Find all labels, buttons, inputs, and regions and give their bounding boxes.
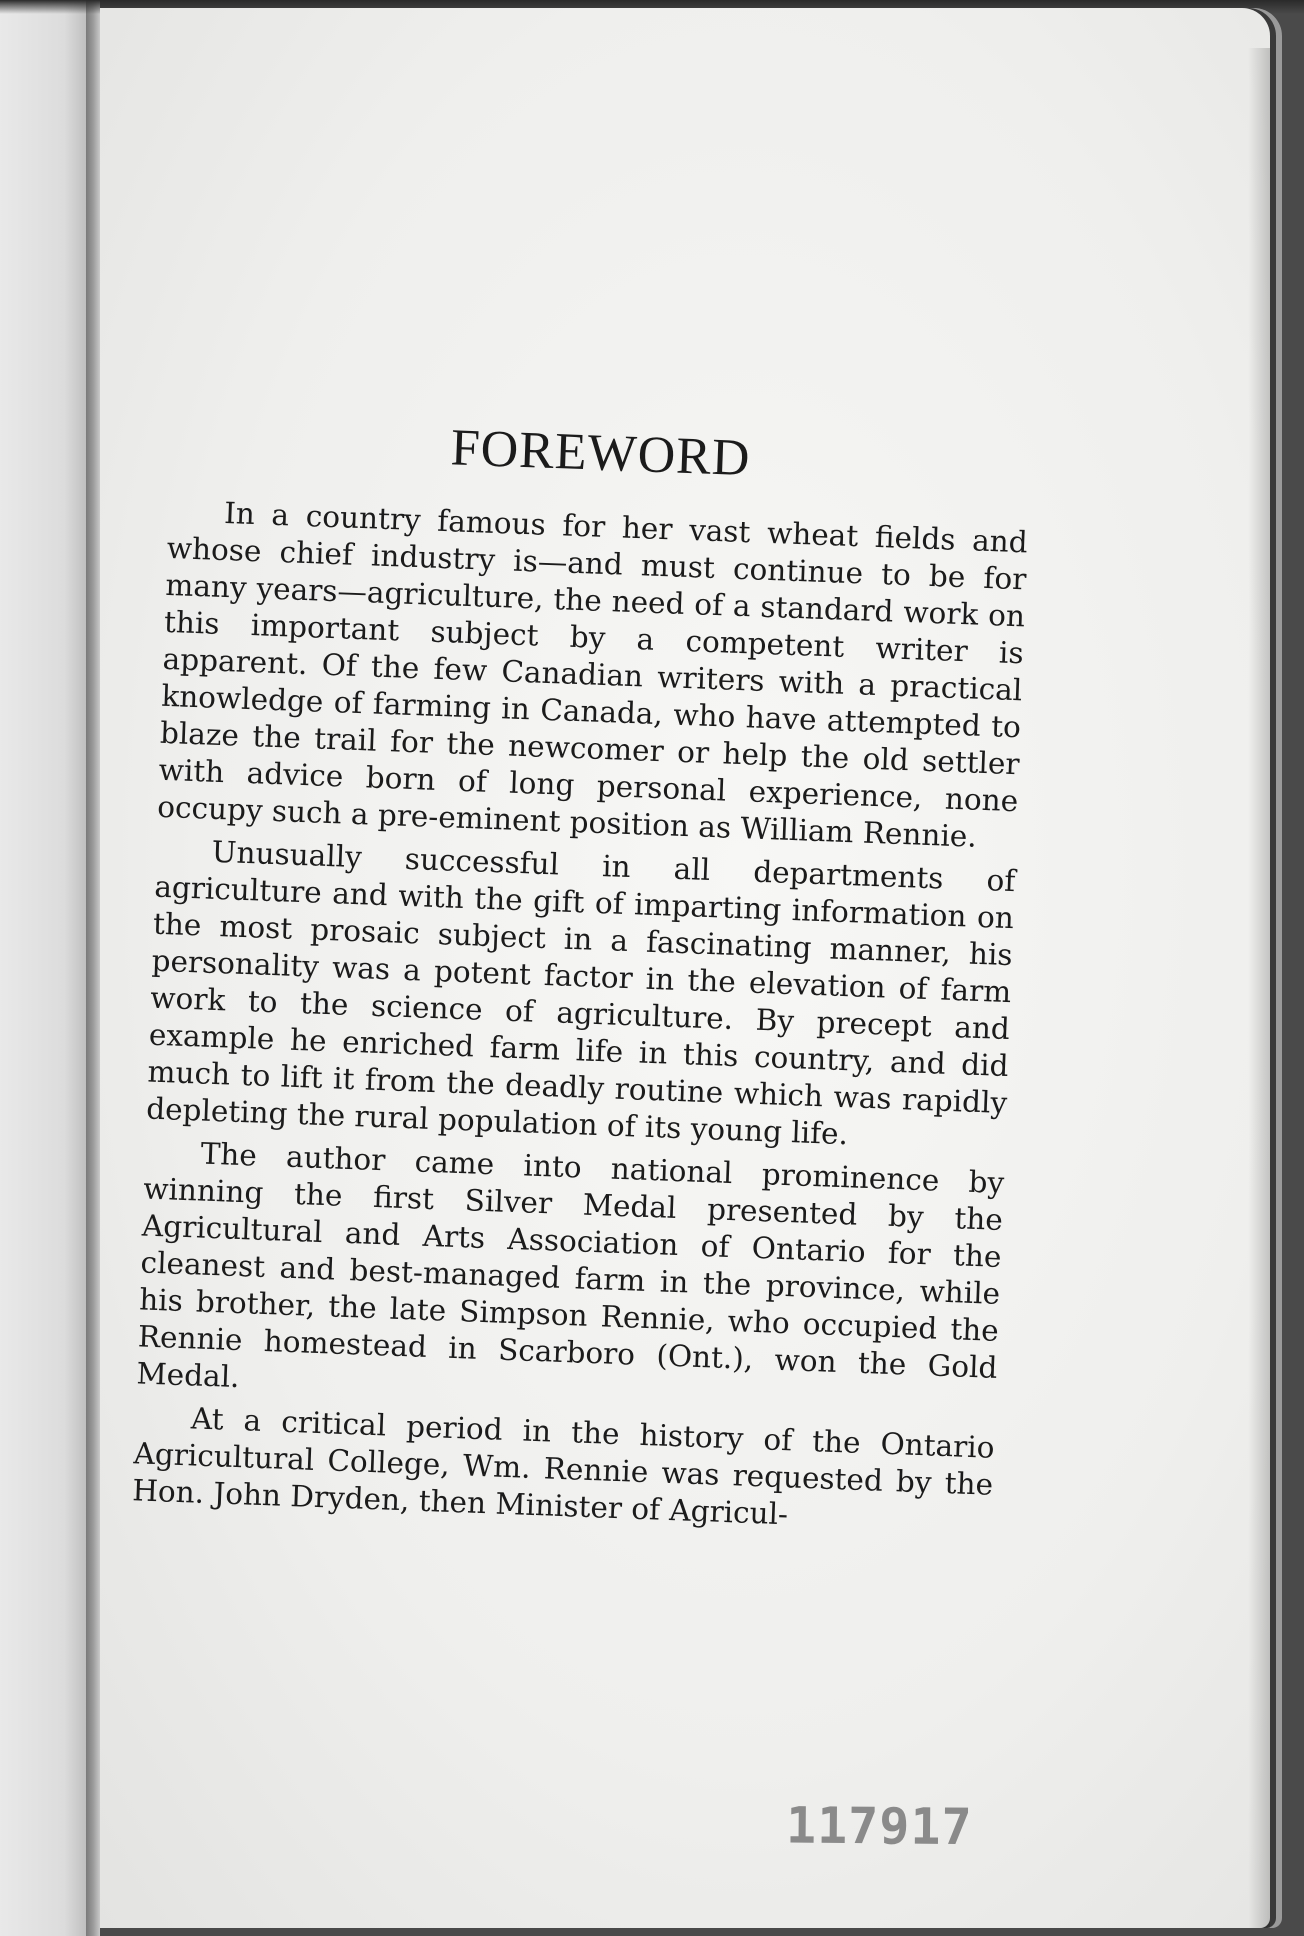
accession-number-stamp: 117917 (785, 1796, 973, 1857)
paragraph-3: The author came into national prominence by winning the first Silver Medal presented by the Agricultural and Arts Association of Ontario for the cleanest and best-managed farm in the province, while his brother, the late Simpson Rennie, who occupied the Rennie homestead in Scarboro (Ont.), won the Gold Medal. (135, 1136, 1005, 1395)
book-page (100, 8, 1270, 1928)
left-page-edge (0, 0, 92, 1936)
paragraph-4: At a critical period in the history of the Ontario Agricultural College, Wm. Rennie was requested by the Hon. John Dryden, then Minister of Agricul- (131, 1401, 996, 1532)
book-gutter (86, 0, 100, 1936)
page-text-block (131, 408, 1031, 1547)
page-title: FOREWORD (449, 419, 752, 488)
page-edge-shadow (1248, 48, 1270, 1928)
paragraph-2: Unusually successful in all departments of agriculture and with the gift of imparting information on the most prosaic subject in a fascinating manner, his personality was a potent factor in the elevation of farm work to the science of agriculture. By precept and example he enriched farm life in this country, and did much to lift it from the deadly routine which was rapidly depleting the rural population of its young life. (145, 834, 1016, 1152)
paragraph-1: In a country famous for her vast wheat fields and whose chief industry is—and must continue to be for many years—agriculture, the need of a standard work on this important subject by a competent writer is apparent. Of the few Canadian writers with a practical knowledge of farming in Canada, who have attempted to blaze the trail for the newcomer or help the old settler with advice born of long personal experience, none occupy such a pre-eminent position as William Rennie. (156, 495, 1029, 854)
